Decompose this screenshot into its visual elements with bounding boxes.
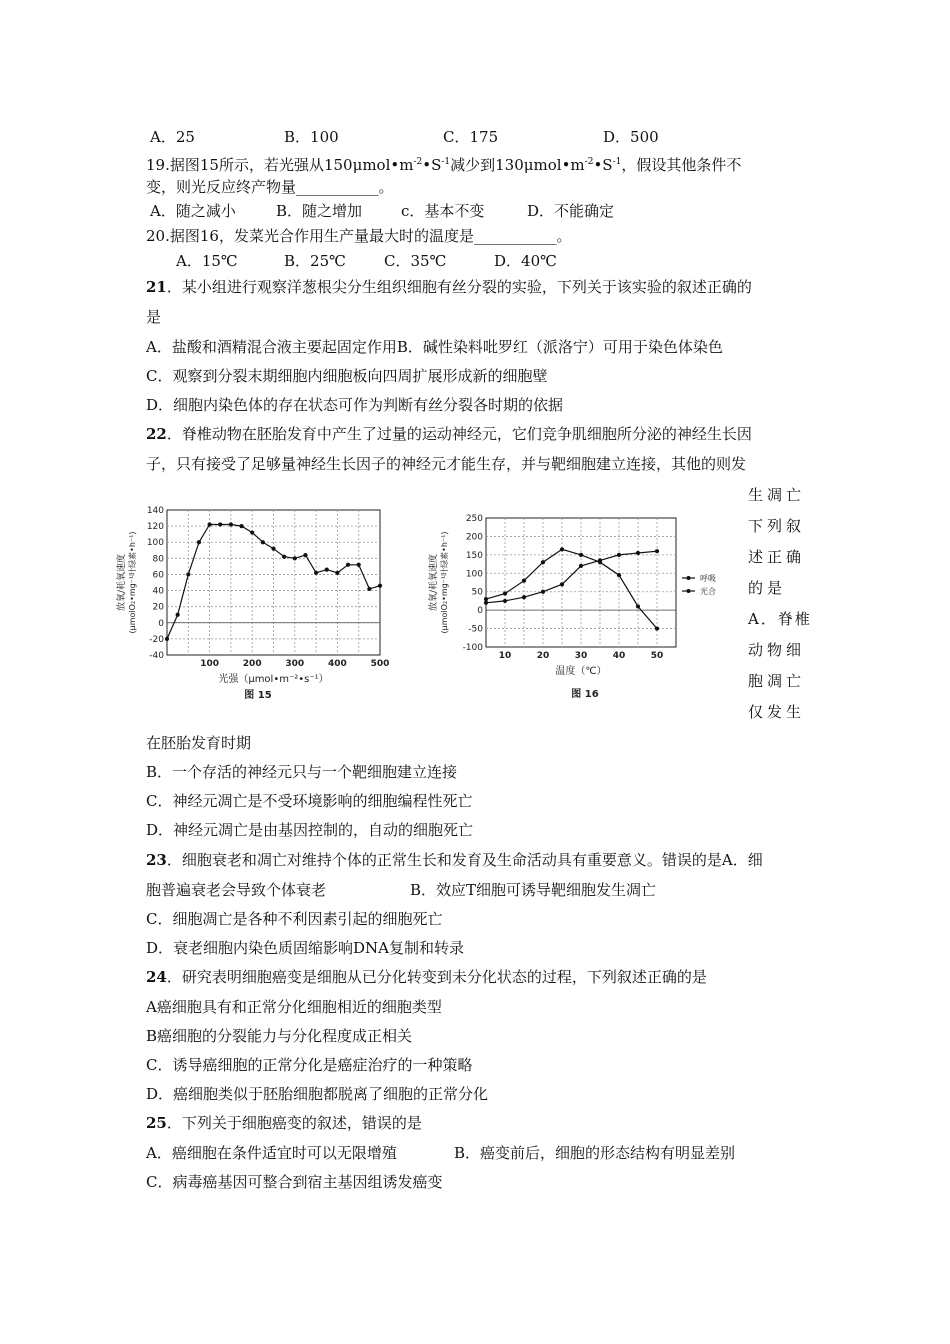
- x-tick-label: 30: [574, 651, 588, 661]
- q20-option-a: A．15℃: [176, 252, 238, 270]
- q19-option-a: A．随之减小: [150, 202, 236, 220]
- data-point: [655, 549, 659, 553]
- data-point: [617, 553, 621, 557]
- data-point: [165, 637, 169, 641]
- q25-option-ab: A．癌细胞在条件适宜时可以无限增殖 B．癌变前后，细胞的形态结构有明显差别: [146, 1144, 736, 1162]
- q22-side-4: 的是: [748, 579, 787, 597]
- data-point: [579, 564, 583, 568]
- data-point: [560, 582, 564, 586]
- data-point: [617, 573, 621, 577]
- figure-caption: 图 16: [571, 689, 599, 700]
- data-point: [208, 522, 212, 526]
- data-point: [197, 540, 201, 544]
- q20-stem: 20.据图16，发菜光合作用生产量最大时的温度是___________。: [146, 227, 572, 245]
- data-point: [503, 599, 507, 603]
- x-tick-label: 400: [328, 659, 347, 669]
- q21-option-ab: A．盐酸和酒精混合液主要起固定作用B．碱性染料吡罗红（派洛宁）可用于染色体染色: [146, 338, 723, 356]
- data-point: [503, 591, 507, 595]
- y-axis-label: 放氧/耗氧速度: [117, 553, 127, 612]
- data-point: [186, 572, 190, 576]
- x-tick-label: 200: [242, 659, 262, 669]
- data-point: [522, 595, 526, 599]
- y-tick-label: -40: [149, 651, 164, 661]
- q24-option-d: D．癌细胞类似于胚胎细胞都脱离了细胞的正常分化: [146, 1085, 489, 1103]
- q25-stem: 25．下列关于细胞癌变的叙述，错误的是: [146, 1114, 422, 1132]
- data-point: [335, 571, 339, 575]
- q18-option-b: B．100: [284, 128, 339, 146]
- q21-stem-line2: 是: [146, 308, 162, 326]
- data-point: [579, 553, 583, 557]
- x-tick-label: 300: [285, 659, 305, 669]
- data-point: [522, 579, 526, 583]
- data-point: [218, 522, 222, 526]
- q24-option-c: C．诱导癌细胞的正常分化是癌症治疗的一种策略: [146, 1056, 473, 1074]
- y-tick-label: 80: [152, 554, 164, 565]
- figure-caption: 图 15: [244, 690, 272, 701]
- q22-side-5: A．脊椎: [748, 610, 812, 628]
- q22-side-8: 仅发生: [748, 703, 806, 721]
- figure-15-chart: [100, 498, 400, 703]
- y-axis-label-units: (μmolO₂•mg⁻¹叶绿素•h⁻¹): [440, 531, 449, 634]
- q18-option-c: C．175: [443, 128, 499, 146]
- data-point: [346, 563, 350, 567]
- data-point: [541, 590, 545, 594]
- y-tick-label: 200: [465, 532, 483, 543]
- y-tick-label: 40: [152, 586, 164, 597]
- y-tick-label: 60: [152, 570, 164, 581]
- y-tick-label: 120: [146, 522, 164, 533]
- data-point: [229, 522, 233, 526]
- q24-option-b: B癌细胞的分裂能力与分化程度成正相关: [146, 1027, 413, 1045]
- q22-side-6: 动物细: [748, 641, 806, 659]
- y-axis-label: 放氧/耗氧速度: [429, 553, 439, 612]
- y-tick-label: 20: [152, 602, 164, 613]
- y-tick-label: -20: [149, 634, 164, 645]
- q22-side-3: 述正确: [748, 548, 806, 566]
- data-point: [378, 584, 382, 588]
- data-point: [484, 601, 488, 605]
- q19-stem-line2: 变，则光反应终产物量___________。: [146, 178, 394, 196]
- q21-stem: 21．某小组进行观察洋葱根尖分生组织细胞有丝分裂的实验，下列关于该实验的叙述正确的: [146, 278, 752, 296]
- q20-option-b: B．25℃: [284, 252, 346, 270]
- q24-option-a: A癌细胞具有和正常分化细胞相近的细胞类型: [146, 998, 442, 1016]
- figure-16: [420, 510, 745, 705]
- q23-stem: 23．细胞衰老和凋亡对维持个体的正常生长和发育及生命活动具有重要意义。错误的是A．细: [146, 851, 763, 869]
- data-point: [636, 551, 640, 555]
- y-tick-label: -50: [468, 624, 483, 635]
- data-point: [314, 571, 318, 575]
- q22-option-d: D．神经元凋亡是由基因控制的，自动的细胞死亡: [146, 821, 474, 839]
- x-axis-label: 温度（℃）: [555, 666, 607, 677]
- q23-option-d: D．衰老细胞内染色质固缩影响DNA复制和转录: [146, 939, 465, 957]
- data-point: [598, 560, 602, 564]
- data-point: [293, 556, 297, 560]
- q20-option-c: C．35℃: [384, 252, 447, 270]
- data-point: [484, 597, 488, 601]
- series-line-1: [486, 549, 657, 628]
- data-point: [636, 604, 640, 608]
- y-tick-label: 50: [471, 587, 483, 598]
- q22-option-c: C．神经元凋亡是不受环境影响的细胞编程性死亡: [146, 792, 473, 810]
- q22-option-b: B．一个存活的神经元只与一个靶细胞建立连接: [146, 763, 458, 781]
- y-tick-label: 0: [158, 618, 164, 629]
- q22-side-2: 下列叙: [748, 517, 806, 535]
- q19-stem: 19.据图15所示，若光强从$150\mu mol•m^{-2}•S^{-1}$减少到$130\mu mol•m^{-2}•S^{-1}$，假设其他条件不: [146, 156, 742, 174]
- q23-stem-line2: 胞普遍衰老会导致个体衰老 B．效应T细胞可诱导靶细胞发生凋亡: [146, 881, 657, 899]
- q18-option-d: D．500: [603, 128, 659, 146]
- figure-15: [100, 498, 400, 703]
- data-point: [357, 563, 361, 567]
- x-tick-label: 500: [370, 659, 390, 669]
- q22-option-a-cont: 在胚胎发育时期: [146, 734, 252, 752]
- data-point: [261, 540, 265, 544]
- q22-stem-line2: 子，只有接受了足够量神经生长因子的神经元才能生存，并与靶细胞建立连接，其他的则发: [146, 455, 747, 473]
- q18-option-a: A．25: [150, 128, 195, 146]
- q20-option-d: D．40℃: [494, 252, 557, 270]
- q21-option-d: D．细胞内染色体的存在状态可作为判断有丝分裂各时期的依据: [146, 396, 564, 414]
- q22-side-7: 胞凋亡: [748, 672, 806, 690]
- data-point: [541, 560, 545, 564]
- q19-option-b: B．随之增加: [276, 202, 363, 220]
- q21-option-c: C．观察到分裂末期细胞内细胞板向四周扩展形成新的细胞壁: [146, 367, 548, 385]
- y-tick-label: 250: [465, 514, 483, 524]
- data-point: [271, 547, 275, 551]
- q22-side-1: 生凋亡: [748, 486, 806, 504]
- x-tick-label: 20: [536, 651, 550, 661]
- y-tick-label: 0: [477, 606, 483, 617]
- data-point: [367, 587, 371, 591]
- data-point: [250, 530, 254, 534]
- y-tick-label: 140: [146, 506, 164, 516]
- data-point: [560, 547, 564, 551]
- legend-label: 呼吸: [700, 574, 716, 583]
- y-axis-label-units: (μmolO₂•mg⁻¹叶绿素•h⁻¹): [128, 531, 137, 634]
- x-tick-label: 40: [612, 651, 626, 661]
- x-tick-label: 50: [650, 651, 664, 661]
- data-point: [655, 626, 659, 630]
- q19-option-d: D．不能确定: [527, 202, 615, 220]
- q19-option-c: c．基本不变: [401, 202, 485, 220]
- y-tick-label: 100: [146, 538, 164, 549]
- x-tick-label: 100: [200, 659, 219, 669]
- q24-stem: 24．研究表明细胞癌变是细胞从已分化转变到未分化状态的过程，下列叙述正确的是: [146, 968, 707, 986]
- legend-label: 光合: [700, 587, 716, 596]
- x-axis-label: 光强（μmol•m⁻²•s⁻¹）: [218, 674, 329, 685]
- data-point: [303, 553, 307, 557]
- data-point: [282, 555, 286, 559]
- y-tick-label: -100: [462, 643, 483, 653]
- x-tick-label: 10: [498, 651, 512, 661]
- data-point: [176, 613, 180, 617]
- q23-option-c: C．细胞凋亡是各种不利因素引起的细胞死亡: [146, 910, 443, 928]
- legend-swatch-marker: [687, 576, 691, 580]
- legend-swatch-marker: [687, 589, 691, 593]
- q22-stem: 22．脊椎动物在胚胎发育中产生了过量的运动神经元，它们竞争肌细胞所分泌的神经生长因: [146, 425, 752, 443]
- q25-option-c: C．病毒癌基因可整合到宿主基因组诱发癌变: [146, 1173, 443, 1191]
- figure-16-chart: [420, 510, 745, 705]
- y-tick-label: 150: [465, 550, 483, 561]
- data-point: [325, 568, 329, 572]
- y-tick-label: 100: [465, 569, 483, 580]
- data-point: [239, 524, 243, 528]
